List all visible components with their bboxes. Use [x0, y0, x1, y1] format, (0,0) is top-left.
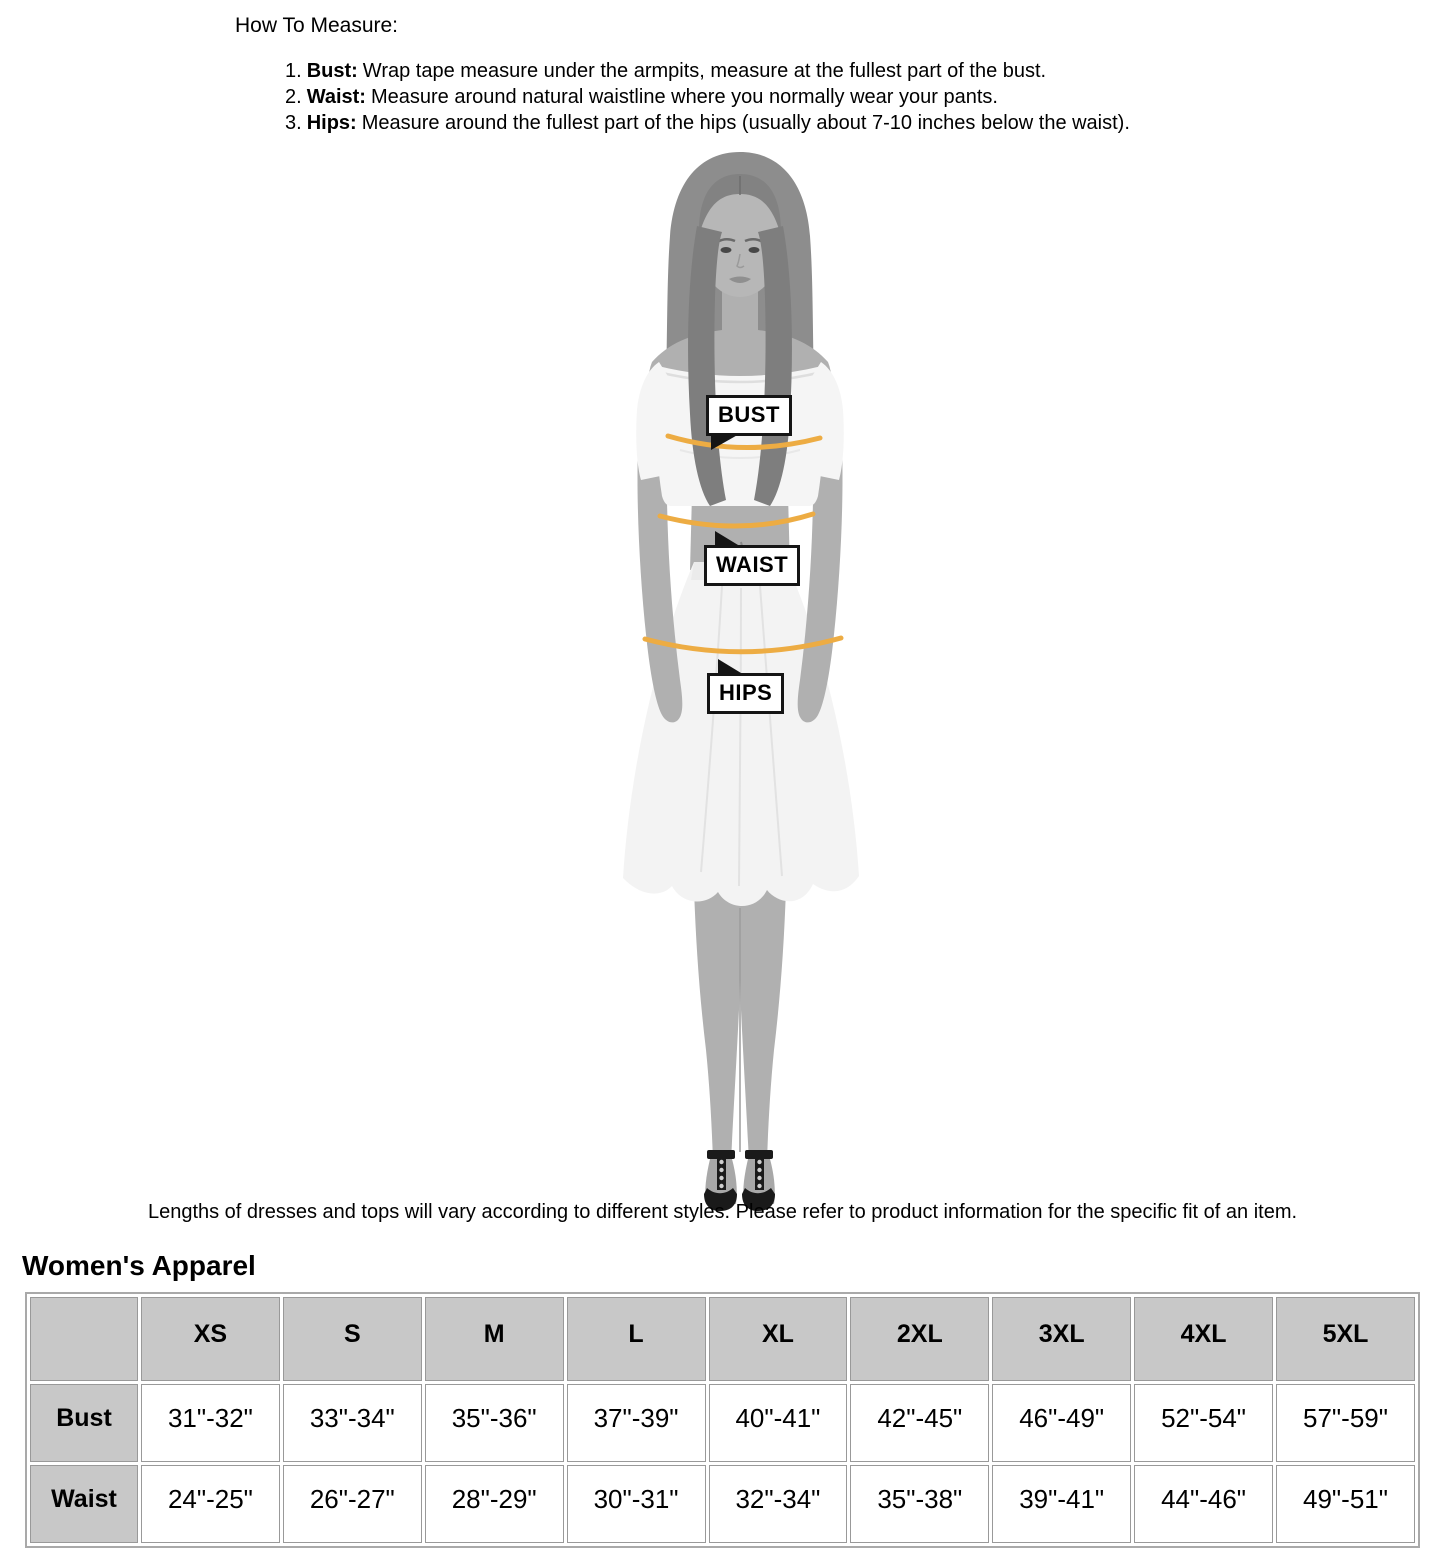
- bust-row: [30, 1384, 1415, 1462]
- page-title: How To Measure:: [235, 14, 399, 37]
- measurement-cell: 44"-46": [1134, 1465, 1273, 1543]
- size-col-header: L: [567, 1297, 706, 1381]
- size-col-header: 2XL: [850, 1297, 989, 1381]
- measurement-cell: 37"-39": [567, 1384, 706, 1462]
- measurement-cell: 42"-45": [850, 1384, 989, 1462]
- corner-cell: [30, 1297, 138, 1381]
- measurement-cell: 35"-36": [425, 1384, 564, 1462]
- instruction-number: 3.: [285, 112, 302, 134]
- measurement-cell: 33"-34": [283, 1384, 422, 1462]
- size-header-row: [30, 1297, 1415, 1381]
- size-col-header: XL: [709, 1297, 848, 1381]
- size-col-header: 4XL: [1134, 1297, 1273, 1381]
- measurement-cell: 52"-54": [1134, 1384, 1273, 1462]
- instruction-term: Hips:: [306, 112, 357, 134]
- measurement-cell: 39"-41": [992, 1465, 1131, 1543]
- measurement-cell: 26"-27": [283, 1465, 422, 1543]
- row-header: Waist: [30, 1465, 138, 1543]
- size-col-header: XS: [141, 1297, 280, 1381]
- instruction-item: [285, 110, 1130, 136]
- instruction-number: 2.: [285, 86, 302, 108]
- instruction-term: Waist:: [306, 86, 366, 108]
- section-title: Women's Apparel: [22, 1250, 256, 1281]
- size-chart-table: [25, 1292, 1420, 1548]
- size-col-header: 5XL: [1276, 1297, 1415, 1381]
- measurement-cell: 57"-59": [1276, 1384, 1415, 1462]
- instruction-item: [285, 58, 1130, 84]
- measurement-cell: 28"-29": [425, 1465, 564, 1543]
- instruction-text: Measure around the fullest part of the hips (usually about 7-10 inches below the waist).: [361, 112, 1130, 134]
- right-leg: [739, 888, 786, 1162]
- bust-label: BUST: [706, 395, 792, 436]
- measurement-cell: 30"-31": [567, 1465, 706, 1543]
- size-col-header: M: [425, 1297, 564, 1381]
- row-header: Bust: [30, 1384, 138, 1462]
- left-leg: [694, 888, 741, 1162]
- instruction-text: Measure around natural waistline where you normally wear your pants.: [370, 86, 998, 108]
- measurement-cell: 46"-49": [992, 1384, 1131, 1462]
- instruction-item: [285, 84, 1130, 110]
- instruction-number: 1.: [285, 60, 302, 82]
- fit-note: Lengths of dresses and tops will vary according to different styles. Please refer to product information for the specific fit of an item.: [147, 1201, 1298, 1223]
- waist-row: [30, 1465, 1415, 1543]
- waist-label: WAIST: [704, 545, 800, 586]
- measure-instructions: [285, 58, 1130, 136]
- instruction-term: Bust:: [306, 60, 358, 82]
- size-col-header: S: [283, 1297, 422, 1381]
- model-figure: [560, 148, 920, 1218]
- instruction-text: Wrap tape measure under the armpits, measure at the fullest part of the bust.: [362, 60, 1047, 82]
- measurement-cell: 32"-34": [709, 1465, 848, 1543]
- hips-label: HIPS: [707, 673, 784, 714]
- measurement-cell: 35"-38": [850, 1465, 989, 1543]
- measurement-cell: 40"-41": [709, 1384, 848, 1462]
- size-col-header: 3XL: [992, 1297, 1131, 1381]
- measurement-cell: 49"-51": [1276, 1465, 1415, 1543]
- measurement-cell: 24"-25": [141, 1465, 280, 1543]
- measurement-cell: 31"-32": [141, 1384, 280, 1462]
